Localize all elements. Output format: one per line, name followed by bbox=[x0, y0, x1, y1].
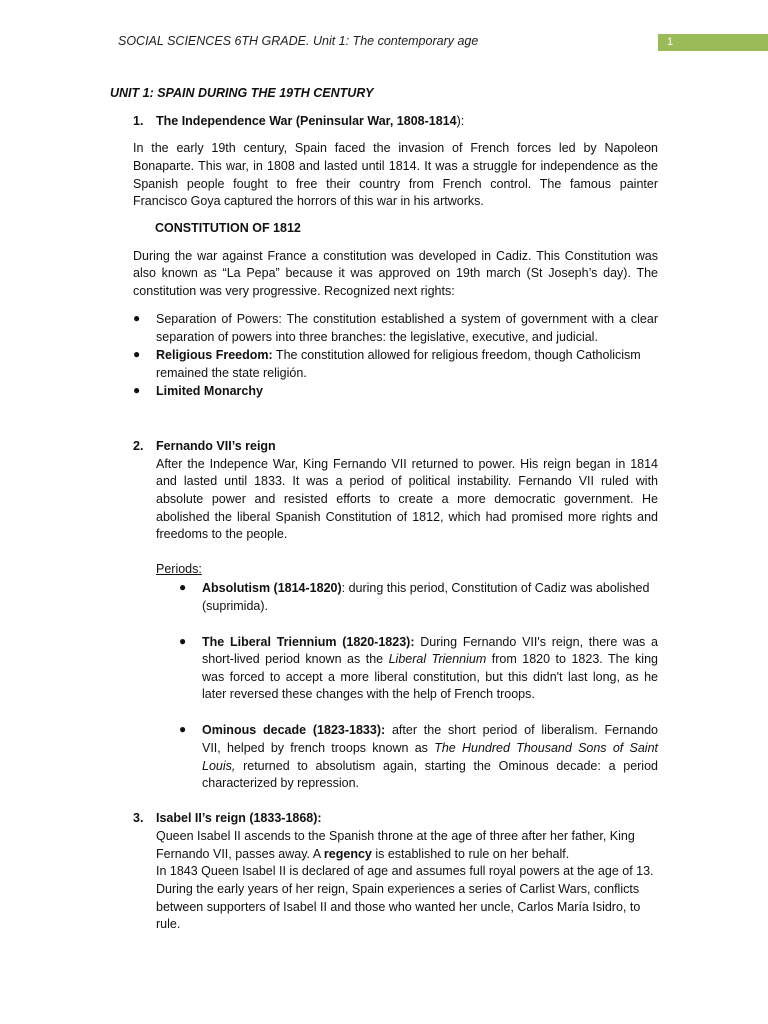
bullet-line: remained the state religión. bbox=[156, 366, 307, 380]
section-1-heading-tail: ): bbox=[456, 114, 465, 128]
bullet-icon: ● bbox=[133, 311, 141, 325]
paragraph-line: During the war against France a constitution was developed in Cadiz. This Constitution was bbox=[133, 249, 658, 263]
bullet-icon: ● bbox=[179, 634, 187, 648]
constitution-subheading: CONSTITUTION OF 1812 bbox=[155, 221, 301, 235]
unit-title: UNIT 1: SPAIN DURING THE 19TH CENTURY bbox=[110, 86, 374, 100]
section-1-heading bbox=[156, 114, 464, 128]
period-text: from 1820 to 1823. The king bbox=[486, 652, 658, 666]
period-line: was forced to accept a more liberal constitution, but this didn't last long, as he bbox=[202, 670, 658, 684]
paragraph-line: In the early 19th century, Spain faced the invasion of French forces led by Napoleon bbox=[133, 141, 658, 155]
period-text: During Fernando VII's reign, there was a bbox=[414, 635, 658, 649]
paragraph-line: also known as “La Pepa” because it was approved on 19th march (St Joseph’s day). The bbox=[133, 266, 658, 280]
paragraph-line: Queen Isabel II ascends to the Spanish throne at the age of three after her father, King bbox=[156, 829, 635, 843]
period-line: later reversed these changes with the help of French troops. bbox=[202, 687, 535, 701]
paragraph-line: During the early years of her reign, Spain experiences a series of Carlist Wars, conflicts bbox=[156, 882, 640, 896]
bullet-icon: ● bbox=[179, 580, 187, 594]
paragraph-text: is established to rule on her behalf. bbox=[371, 847, 570, 861]
paragraph-line bbox=[156, 847, 569, 861]
paragraph-line: Spanish people fought to free their country from French control. The famous painter bbox=[133, 177, 658, 191]
period-line bbox=[202, 635, 658, 649]
periods-label: Periods: bbox=[156, 562, 202, 576]
bullet-icon: ● bbox=[133, 383, 141, 397]
page-number-badge: 1 bbox=[658, 34, 768, 51]
period-text: after the short period of liberalism. Fernando bbox=[385, 723, 658, 737]
period-line bbox=[202, 652, 658, 666]
period-text: VII, helped by french troops known as bbox=[202, 741, 435, 755]
paragraph-line: Francisco Goya captured the horrors of this war in his artworks. bbox=[133, 194, 484, 208]
paragraph-line: abolished the liberal Spanish Constitution of 1812, which had promised more rights and bbox=[156, 510, 658, 524]
paragraph-line: In 1843 Queen Isabel II is declared of age and assumes full royal powers at the age of 13. bbox=[156, 864, 654, 878]
period-line bbox=[202, 581, 649, 595]
bullet-line: Separation of Powers: The constitution established a system of government with a clear bbox=[156, 312, 658, 326]
period-text: returned to absolutism again, starting the Ominous decade: a period bbox=[235, 759, 658, 773]
paragraph-line: rule. bbox=[156, 917, 181, 931]
period-title: Absolutism (1814-1820) bbox=[202, 581, 342, 595]
section-1-heading-text: The Independence War (Peninsular War, 1808-1814 bbox=[156, 114, 457, 128]
period-line: characterized by repression. bbox=[202, 776, 360, 790]
period-line bbox=[202, 759, 658, 773]
period-title: Ominous decade (1823-1833): bbox=[202, 723, 386, 737]
period-line: (suprimida). bbox=[202, 599, 268, 613]
bullet-line: separation of powers into three branches: the legislative, executive, and judicial. bbox=[156, 330, 598, 344]
section-2-number: 2. bbox=[133, 439, 144, 453]
paragraph-text: Fernando VII, passes away. A bbox=[156, 847, 324, 861]
bullet-bold: Religious Freedom: bbox=[156, 348, 273, 362]
paragraph-line: constitution was very progressive. Recognized next rights: bbox=[133, 284, 455, 298]
period-italic: Liberal Triennium bbox=[388, 652, 487, 666]
period-text: short-lived period known as the bbox=[202, 652, 389, 666]
bullet-line bbox=[156, 348, 641, 362]
paragraph-line: freedoms to the people. bbox=[156, 527, 288, 541]
section-3-number: 3. bbox=[133, 811, 144, 825]
period-italic: The Hundred Thousand Sons of Saint bbox=[434, 741, 659, 755]
period-text: : during this period, Constitution of Cadiz was abolished bbox=[341, 581, 650, 595]
period-line bbox=[202, 741, 658, 755]
section-2-heading: Fernando VII’s reign bbox=[156, 439, 276, 453]
running-header: SOCIAL SCIENCES 6TH GRADE. Unit 1: The contemporary age bbox=[118, 34, 479, 48]
paragraph-line: absolute power and resisted efforts to create a more democratic government. He bbox=[156, 492, 658, 506]
paragraph-line: Bonaparte. This war, in 1808 and lasted until 1814. It was a struggle for independence as the bbox=[133, 159, 658, 173]
period-title: The Liberal Triennium (1820-1823): bbox=[202, 635, 415, 649]
bullet-text: The constitution allowed for religious freedom, though Catholicism bbox=[272, 348, 641, 362]
bullet-icon: ● bbox=[179, 722, 187, 736]
section-1-number: 1. bbox=[133, 114, 144, 128]
paragraph-line: between supporters of Isabel II and those who wanted her uncle, Carlos María Isidro, to bbox=[156, 900, 641, 914]
period-italic: Louis, bbox=[202, 759, 236, 773]
regency-term: regency bbox=[323, 847, 372, 861]
bullet-line: Limited Monarchy bbox=[156, 384, 263, 398]
paragraph-line: and lasted until 1833. It was a period of political instability. Fernando VII ruled with bbox=[156, 474, 658, 488]
bullet-icon: ● bbox=[133, 347, 141, 361]
paragraph-line: After the Indepence War, King Fernando VII returned to power. His reign began in 1814 bbox=[156, 457, 658, 471]
period-line bbox=[202, 723, 658, 737]
section-3-heading: Isabel II’s reign (1833-1868): bbox=[156, 811, 322, 825]
